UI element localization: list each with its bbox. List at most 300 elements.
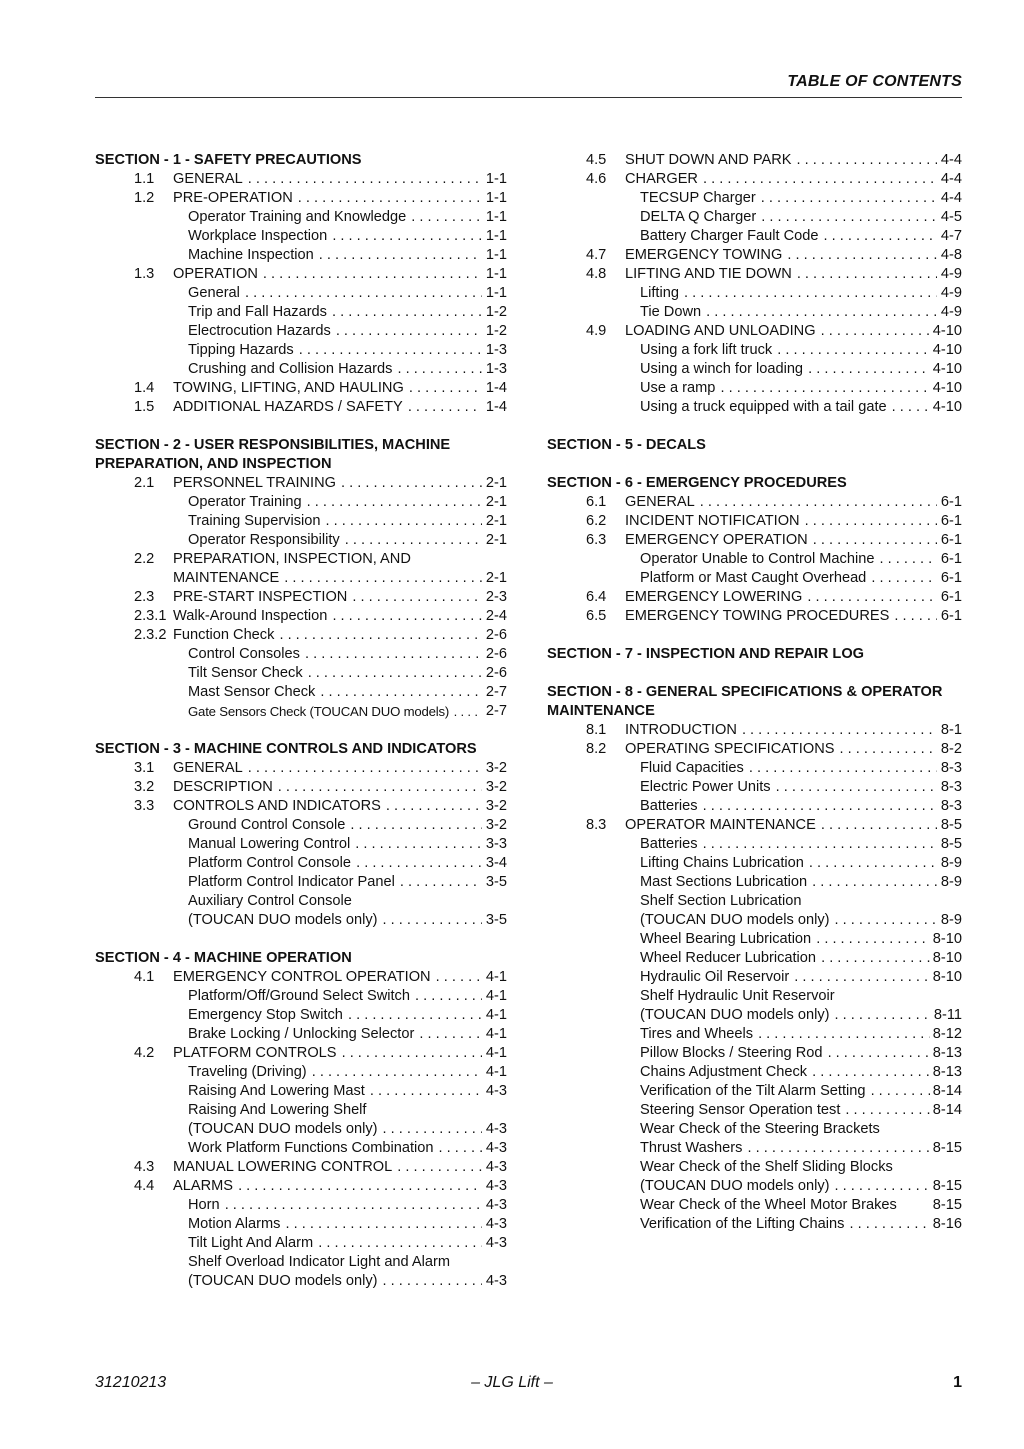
toc-entry-page: 4-9 [940,266,962,282]
toc-entry-title [173,569,482,588]
toc-entry-title-text: Using a truck equipped with a tail gate [640,399,887,415]
toc-entry-page: 4-3 [485,1216,507,1232]
toc-entry-title [640,1196,930,1215]
toc-entry-page: 1-4 [485,399,507,415]
toc-entry[interactable] [95,987,507,1006]
toc-entry-title [640,284,937,303]
toc-entry[interactable] [95,189,507,208]
toc-entry-title [640,1006,931,1025]
toc-entry-title-text: Emergency Stop Switch [188,1007,343,1023]
toc-entry-page: 8-12 [932,1026,962,1042]
toc-entry[interactable] [547,968,962,987]
toc-entry-title-text: DESCRIPTION [173,779,273,795]
toc-entry-page: 4-9 [940,285,962,301]
toc-entry-title [640,930,930,949]
toc-entry-title-text: Battery Charger Fault Code [640,228,819,244]
toc-entry-page: 2-1 [485,513,507,529]
toc-entry[interactable] [95,1006,507,1025]
toc-entry-page: 3-2 [485,817,507,833]
toc-entry-title-text: Machine Inspection [188,247,314,263]
toc-entry-page: 4-1 [485,1045,507,1061]
toc-entry-page: 4-10 [932,361,962,377]
toc-entry-page: 3-5 [485,912,507,928]
toc-entry-page: 8-3 [940,779,962,795]
toc-entry-title-text: GENERAL [625,494,695,510]
toc-entry[interactable] [547,987,962,1006]
toc-entry-title-text: INTRODUCTION [625,722,737,738]
toc-entry-page: 1-1 [485,266,507,282]
toc-entry[interactable] [547,778,962,797]
toc-entry-page: 8-3 [940,798,962,814]
toc-entry[interactable] [95,702,507,721]
toc-entry[interactable] [547,1006,962,1025]
toc-entry-number: 1.2 [134,190,155,206]
toc-entry-page [937,892,962,911]
toc-entry-page: 1-2 [485,304,507,320]
toc-entry[interactable] [95,683,507,702]
toc-entry[interactable] [547,1215,962,1234]
toc-entry-number: 8.1 [586,722,607,738]
toc-right-column [547,151,962,1234]
toc-entry-title-text: Wear Check of the Shelf Sliding Blocks [640,1159,893,1175]
toc-entry-title-text: Tipping Hazards [188,342,294,358]
toc-entry-title-text: ALARMS [173,1178,234,1194]
toc-entry-number: 2.3.2 [134,627,167,643]
toc-entry-title [188,303,482,322]
toc-entry-title [640,1082,930,1101]
toc-entry-title-text: Platform or Mast Caught Overhead [640,570,867,586]
toc-entry-page: 8-15 [932,1197,962,1213]
toc-entry-title-text: Manual Lowering Control [188,836,351,852]
toc-entry[interactable] [547,189,962,208]
toc-entry-title [173,588,482,607]
toc-entry-title [640,1063,930,1082]
toc-entry-page: 6-1 [940,532,962,548]
toc-entry-page: 1-1 [485,247,507,263]
toc-entry[interactable] [547,854,962,873]
toc-entry-title [625,151,937,170]
toc-entry-title [188,208,482,227]
toc-entry[interactable] [547,512,962,531]
toc-entry[interactable] [547,227,962,246]
toc-entry[interactable] [547,835,962,854]
toc-entry-title [640,208,937,227]
toc-entry[interactable] [95,778,507,797]
toc-entry-title-text: Use a ramp [640,380,716,396]
toc-entry[interactable] [547,569,962,588]
toc-entry-title [173,968,482,987]
toc-entry-page: 8-3 [940,760,962,776]
toc-entry[interactable] [95,398,507,417]
toc-entry[interactable] [95,1234,507,1253]
toc-entry[interactable] [95,1082,507,1101]
header-divider [95,97,962,98]
toc-entry-title [173,607,482,626]
toc-entry[interactable] [547,550,962,569]
toc-entry[interactable] [547,1177,962,1196]
toc-entry[interactable] [95,1063,507,1082]
toc-entry-page: 4-10 [932,323,962,339]
toc-entry-page [937,1120,962,1139]
toc-entry-title [173,379,482,398]
toc-entry[interactable] [547,892,962,911]
toc-entry-title [188,1082,482,1101]
toc-entry-page: 8-14 [932,1102,962,1118]
toc-entry-title [640,227,937,246]
toc-entry-title [188,284,482,303]
toc-entry-title-text: Walk-Around Inspection [173,608,328,624]
toc-entry-page: 4-1 [485,988,507,1004]
toc-entry-page: 6-1 [940,608,962,624]
toc-entry-title [188,227,482,246]
toc-entry[interactable] [95,1025,507,1044]
toc-entry-title-text: Training Supervision [188,513,321,529]
toc-left-column [95,151,507,1291]
toc-entry[interactable] [547,1025,962,1044]
toc-entry[interactable] [547,721,962,740]
toc-entry[interactable] [547,170,962,189]
toc-entry-title [188,683,482,702]
toc-entry-title-text: Operator Training and Knowledge [188,209,407,225]
toc-entry-page: 8-9 [940,912,962,928]
toc-entry[interactable] [547,930,962,949]
toc-entry-title [188,1025,482,1044]
toc-entry-title [640,189,937,208]
toc-entry[interactable] [547,493,962,512]
toc-entry-title [173,1044,482,1063]
toc-entry-page: 8-15 [932,1140,962,1156]
toc-entry[interactable] [95,1177,507,1196]
toc-entry-title [173,797,482,816]
toc-entry-title-text: CHARGER [625,171,698,187]
toc-entry[interactable] [95,873,507,892]
toc-entry-title-text: Tie Down [640,304,702,320]
toc-entry[interactable] [547,1101,962,1120]
toc-entry[interactable] [95,360,507,379]
toc-entry-number: 6.4 [586,589,607,605]
toc-entry-title-text: Motion Alarms [188,1216,281,1232]
toc-entry[interactable] [547,1044,962,1063]
toc-entry[interactable] [547,208,962,227]
toc-entry-title-text: Tilt Light And Alarm [188,1235,314,1251]
toc-entry[interactable] [95,1139,507,1158]
toc-entry-title-text: Steering Sensor Operation test [640,1102,841,1118]
toc-entry-number: 2.3 [134,589,155,605]
toc-entry-number: 8.3 [586,817,607,833]
toc-entry[interactable] [95,759,507,778]
toc-entry[interactable] [95,1253,507,1272]
toc-entry-title [640,968,930,987]
toc-entry[interactable] [95,1215,507,1234]
toc-entry-title-text: Electric Power Units [640,779,771,795]
toc-entry[interactable] [547,531,962,550]
toc-entry-title-text: SHUT DOWN AND PARK [625,152,792,168]
toc-entry-title [188,1196,482,1215]
toc-entry-page: 8-13 [932,1064,962,1080]
toc-entry[interactable] [95,303,507,322]
toc-entry-title-text: Platform Control Indicator Panel [188,874,395,890]
toc-entry-title-text: GENERAL [173,760,243,776]
toc-entry-title-text: TOWING, LIFTING, AND HAULING [173,380,404,396]
toc-entry-title [640,987,937,1006]
toc-entry-title-text: Lifting Chains Lubrication [640,855,804,871]
toc-entry-title-text: Mast Sections Lubrication [640,874,808,890]
toc-entry[interactable] [95,246,507,265]
toc-section-heading[interactable]: SECTION - 2 - USER RESPONSIBILITIES, MACHINE [95,437,451,453]
toc-entry-page: 4-3 [485,1273,507,1289]
toc-section-heading[interactable]: SECTION - 8 - GENERAL SPECIFICATIONS & OPERATOR [547,684,943,700]
toc-entry-title-text: Batteries [640,798,698,814]
toc-entry-title [188,531,482,550]
toc-entry-title-text: Electrocution Hazards [188,323,331,339]
toc-entry[interactable] [547,398,962,417]
toc-entry[interactable] [95,284,507,303]
toc-entry-page: 3-2 [485,798,507,814]
toc-entry[interactable] [95,626,507,645]
toc-entry-title [640,1025,930,1044]
toc-entry-title-text: Chains Adjustment Check [640,1064,808,1080]
toc-entry-title-text: Verification of the Lifting Chains [640,1216,845,1232]
toc-entry-title [640,569,937,588]
toc-entry[interactable] [95,493,507,512]
toc-entry[interactable] [547,303,962,322]
toc-entry[interactable] [547,949,962,968]
toc-entry-title [188,702,482,721]
toc-entry-title [173,170,482,189]
toc-entry-page: 8-14 [932,1083,962,1099]
toc-entry-number: 2.1 [134,475,155,491]
toc-entry-page: 4-4 [940,152,962,168]
toc-entry[interactable] [547,360,962,379]
toc-entry[interactable] [95,1120,507,1139]
toc-entry[interactable] [95,474,507,493]
toc-entry-page: 2-7 [485,703,507,719]
toc-entry-page: 2-6 [485,665,507,681]
toc-entry-page [482,550,507,569]
toc-entry-number: 4.2 [134,1045,155,1061]
toc-entry-title-text: ADDITIONAL HAZARDS / SAFETY [173,399,403,415]
toc-entry-page: 4-5 [940,209,962,225]
toc-entry-title-text: Using a winch for loading [640,361,804,377]
toc-entry-number: 6.5 [586,608,607,624]
toc-entry-title-text: Wear Check of the Wheel Motor Brakes [640,1197,897,1213]
toc-entry-title-text: OPERATOR MAINTENANCE [625,817,816,833]
toc-entry-page: 3-2 [485,779,507,795]
toc-entry-number: 1.5 [134,399,155,415]
toc-entry[interactable] [95,341,507,360]
toc-entry[interactable] [95,835,507,854]
toc-entry[interactable] [547,759,962,778]
toc-entry-page: 8-16 [932,1216,962,1232]
toc-entry-page: 8-10 [932,931,962,947]
toc-entry-title-text: (TOUCAN DUO models only) [640,1178,830,1194]
page-header-title: TABLE OF CONTENTS [787,73,962,90]
toc-entry[interactable] [95,607,507,626]
toc-entry-page: 3-2 [485,760,507,776]
toc-entry[interactable] [547,911,962,930]
toc-entry[interactable] [95,1044,507,1063]
toc-entry-title [640,911,937,930]
toc-entry[interactable] [547,1139,962,1158]
toc-entry-title [640,1139,930,1158]
toc-entry-number: 6.2 [586,513,607,529]
toc-entry-page: 1-1 [485,285,507,301]
toc-entry-title [173,474,482,493]
toc-entry-title [188,816,482,835]
toc-entry[interactable] [547,1196,962,1215]
toc-entry-title-text: (TOUCAN DUO models only) [188,1121,378,1137]
toc-entry[interactable] [95,854,507,873]
toc-entry[interactable] [95,1272,507,1291]
toc-entry[interactable] [95,588,507,607]
toc-entry-title [188,1101,482,1120]
toc-entry-title-text: Operator Responsibility [188,532,340,548]
toc-entry-title [188,246,482,265]
toc-entry-title-text: Batteries [640,836,698,852]
toc-entry[interactable] [547,265,962,284]
toc-entry-page: 6-1 [940,551,962,567]
toc-entry-title [188,512,482,531]
toc-entry[interactable] [547,873,962,892]
toc-entry[interactable] [95,208,507,227]
toc-entry-page: 4-3 [485,1235,507,1251]
toc-entry-number: 8.2 [586,741,607,757]
toc-entry[interactable] [547,341,962,360]
toc-entry[interactable] [547,246,962,265]
toc-entry-number: 3.2 [134,779,155,795]
toc-entry-page: 3-5 [485,874,507,890]
toc-entry[interactable] [95,550,507,569]
toc-entry-page: 4-1 [485,1007,507,1023]
toc-entry-number: 1.1 [134,171,155,187]
toc-entry-page: 1-4 [485,380,507,396]
toc-entry-title-text: Lifting [640,285,679,301]
toc-entry[interactable] [95,968,507,987]
toc-entry-title [188,493,482,512]
toc-entry[interactable] [95,645,507,664]
toc-entry-title-text: EMERGENCY CONTROL OPERATION [173,969,431,985]
toc-section-heading[interactable]: SECTION - 1 - SAFETY PRECAUTIONS [95,152,362,168]
toc-entry[interactable] [547,588,962,607]
toc-entry[interactable] [95,1158,507,1177]
toc-entry[interactable] [547,1082,962,1101]
toc-entry[interactable] [95,322,507,341]
toc-entry-title-text: MANUAL LOWERING CONTROL [173,1159,393,1175]
toc-entry-title [640,379,930,398]
toc-entry-title-text: (TOUCAN DUO models only) [188,912,378,928]
toc-entry-page: 4-3 [485,1159,507,1175]
toc-entry[interactable] [95,512,507,531]
toc-entry-title-text: Trip and Fall Hazards [188,304,327,320]
toc-section-heading[interactable]: SECTION - 7 - INSPECTION AND REPAIR LOG [547,646,865,662]
toc-entry-title [188,1234,482,1253]
toc-entry-number: 1.4 [134,380,155,396]
toc-entry[interactable] [95,816,507,835]
toc-entry-title [173,1177,482,1196]
toc-entry[interactable] [95,569,507,588]
toc-entry[interactable] [547,740,962,759]
toc-entry-number: 4.1 [134,969,155,985]
toc-entry-title-text: TECSUP Charger [640,190,756,206]
toc-entry-title [640,854,937,873]
toc-entry-title [640,1120,937,1139]
toc-entry-page: 4-3 [485,1178,507,1194]
toc-entry-title-text: Thrust Washers [640,1140,743,1156]
toc-entry[interactable] [95,379,507,398]
toc-entry-page: 2-4 [485,608,507,624]
toc-entry-title-text: Brake Locking / Unlocking Selector [188,1026,415,1042]
footer-publisher: – JLG Lift – [471,1374,553,1391]
toc-entry-page: 4-1 [485,1064,507,1080]
toc-entry-page: 1-1 [485,171,507,187]
toc-entry-title-text: PERSONNEL TRAINING [173,475,336,491]
toc-entry[interactable] [547,797,962,816]
toc-entry-page: 1-1 [485,228,507,244]
toc-entry-title-text: PLATFORM CONTROLS [173,1045,337,1061]
toc-entry-title-text: DELTA Q Charger [640,209,757,225]
toc-entry-title [173,550,482,569]
toc-entry[interactable] [95,892,507,911]
toc-entry-title [173,398,482,417]
toc-entry-title [640,360,930,379]
toc-entry-title-text: Function Check [173,627,275,643]
toc-entry-title [188,835,482,854]
toc-entry-title [188,892,482,911]
toc-entry[interactable] [95,1196,507,1215]
toc-entry[interactable] [547,284,962,303]
toc-section-heading[interactable]: MAINTENANCE [547,703,655,719]
toc-section-heading[interactable]: SECTION - 4 - MACHINE OPERATION [95,950,352,966]
toc-entry[interactable] [95,170,507,189]
toc-entry[interactable] [95,797,507,816]
toc-entry-title-text: Platform/Off/Ground Select Switch [188,988,410,1004]
toc-entry[interactable] [95,664,507,683]
toc-entry[interactable] [547,607,962,626]
toc-entry-page: 8-9 [940,855,962,871]
toc-entry-page: 2-1 [485,570,507,586]
toc-entry-page: 1-2 [485,323,507,339]
toc-entry[interactable] [95,1101,507,1120]
toc-entry-title [173,1158,482,1177]
toc-entry[interactable] [547,1120,962,1139]
toc-entry[interactable] [547,379,962,398]
toc-section-heading[interactable]: SECTION - 3 - MACHINE CONTROLS AND INDICATORS [95,741,477,757]
toc-entry-title [625,512,937,531]
toc-entry-page: 8-5 [940,817,962,833]
toc-entry[interactable] [95,227,507,246]
toc-entry[interactable] [547,1063,962,1082]
toc-entry[interactable] [547,816,962,835]
toc-section-heading[interactable]: PREPARATION, AND INSPECTION [95,456,332,472]
toc-entry-page: 1-3 [485,342,507,358]
toc-entry-title [625,740,937,759]
toc-section-heading[interactable]: SECTION - 5 - DECALS [547,437,706,453]
toc-entry[interactable] [547,1158,962,1177]
toc-entry[interactable] [547,151,962,170]
toc-entry[interactable] [547,322,962,341]
toc-entry[interactable] [95,265,507,284]
toc-entry-page: 3-4 [485,855,507,871]
toc-entry-title-text: GENERAL [173,171,243,187]
toc-entry-title-text: Verification of the Tilt Alarm Setting [640,1083,866,1099]
toc-entry-title [625,246,937,265]
toc-entry[interactable] [95,531,507,550]
toc-entry-title-text: Crushing and Collision Hazards [188,361,393,377]
toc-entry-title [188,341,482,360]
toc-section-heading[interactable]: SECTION - 6 - EMERGENCY PROCEDURES [547,475,847,491]
toc-entry-page: 8-15 [932,1178,962,1194]
toc-entry[interactable] [95,911,507,930]
